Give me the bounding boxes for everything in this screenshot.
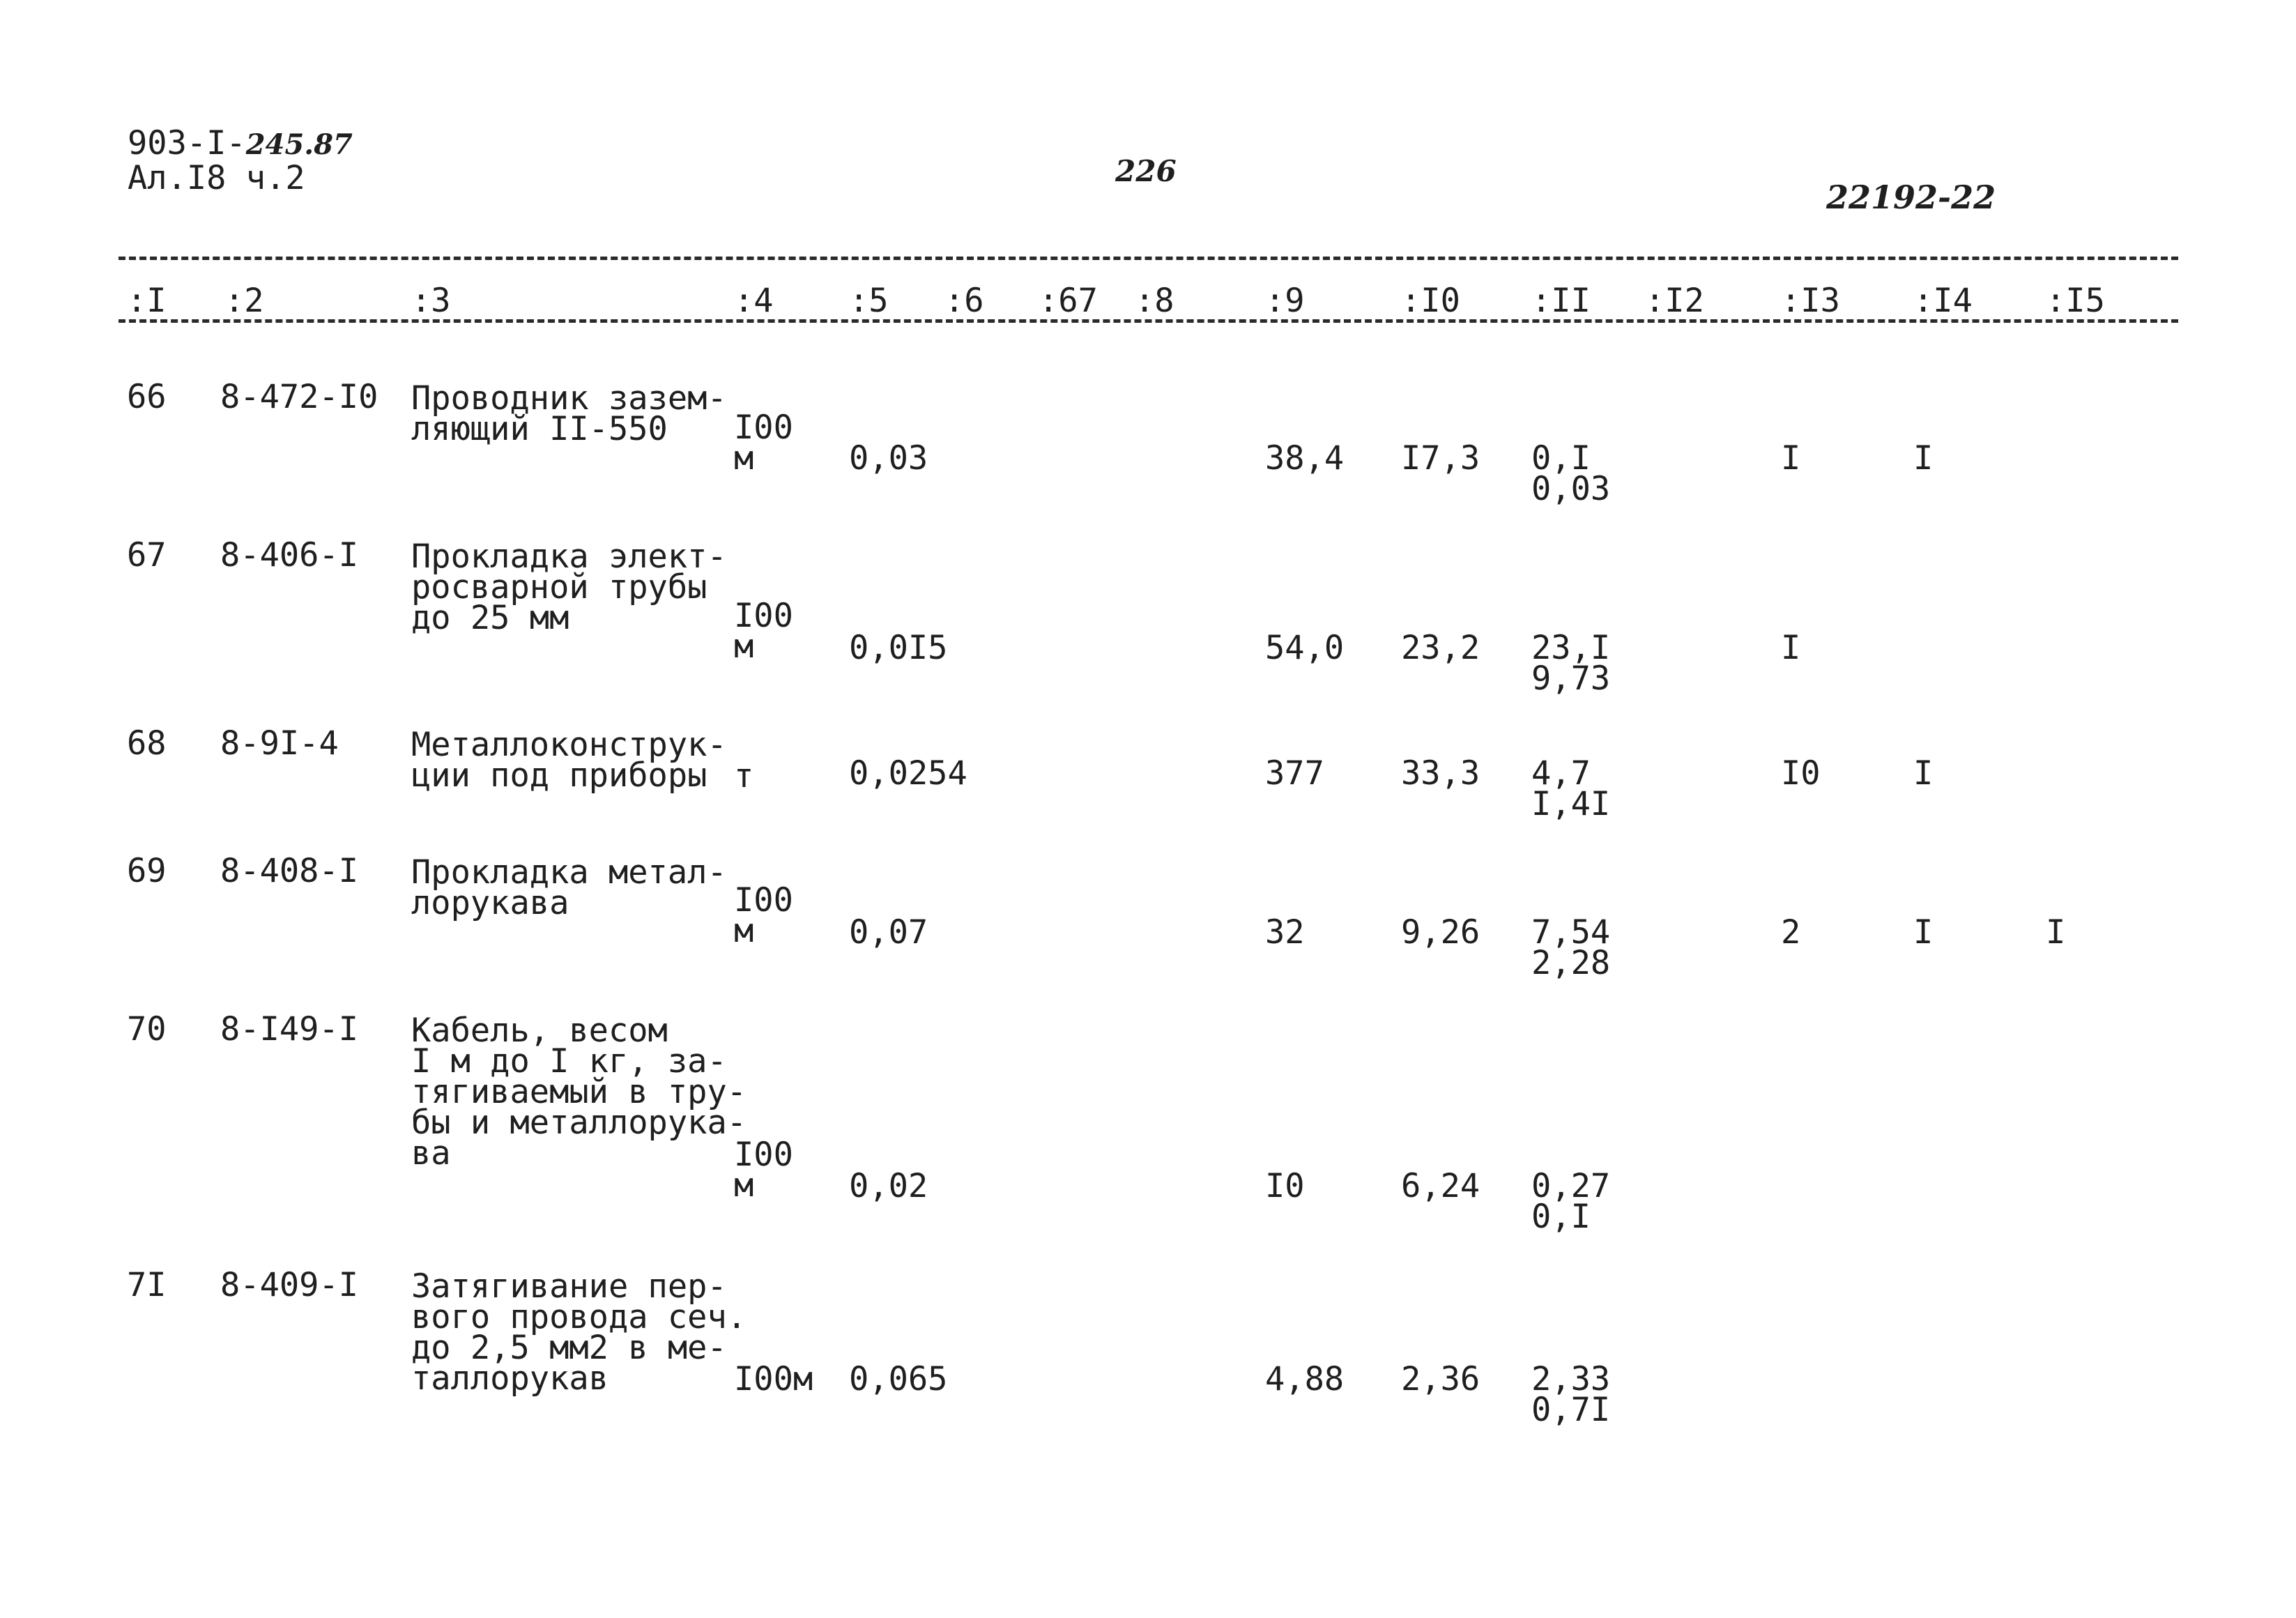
value-col-10: 6,24	[1401, 1167, 1480, 1205]
quantity: 0,065	[849, 1360, 948, 1398]
header-underline	[118, 319, 2178, 323]
quantity: 0,03	[849, 439, 928, 478]
norm-code: 8-409-I	[220, 1266, 359, 1304]
row-number: 68	[127, 724, 167, 763]
album-label: Ал.I8 ч.2	[128, 159, 305, 197]
value-col-9: 377	[1265, 754, 1324, 793]
row-number: 67	[127, 536, 167, 574]
value-col-11: 23,I 9,73	[1531, 629, 1611, 698]
norm-code: 8-I49-I	[220, 1010, 359, 1048]
top-rule	[118, 257, 2178, 260]
value-col-10: I7,3	[1401, 439, 1480, 478]
work-description: Проводник зазем- ляющий II-550	[411, 379, 727, 448]
value-col-9: 32	[1265, 913, 1305, 952]
norm-code: 8-406-I	[220, 536, 359, 574]
value-col-11: 2,33 0,7I	[1531, 1360, 1611, 1429]
norm-code: 8-9I-4	[220, 724, 339, 763]
row-number: 69	[127, 852, 167, 890]
value-col-9: 54,0	[1265, 629, 1345, 667]
quantity: 0,0254	[849, 754, 967, 793]
page-number: 226	[1115, 154, 1177, 188]
norm-code: 8-472-I0	[220, 378, 378, 416]
work-description: Кабель, весом I м до I кг, за- тягиваемый в тру- бы и металлорука- ва	[411, 1012, 747, 1173]
value-col-14: I	[1913, 754, 1934, 793]
work-description: Затягивание пер- вого провода сеч. до 2,5 мм2 в ме- таллорукав	[411, 1267, 747, 1398]
value-col-10: 2,36	[1401, 1360, 1480, 1398]
value-col-9: 4,88	[1265, 1360, 1345, 1398]
col-header-4: :4	[734, 282, 774, 320]
work-description: Прокладка метал- лорукава	[411, 853, 727, 922]
value-col-11: 4,7 I,4I	[1531, 754, 1611, 823]
unit: I00 м	[734, 881, 793, 950]
value-col-11: 7,54 2,28	[1531, 913, 1611, 982]
value-col-14: I	[1913, 439, 1934, 478]
registration-number: 22192-22	[1826, 178, 1996, 216]
value-col-13: 2	[1781, 913, 1801, 952]
col-header-3: :3	[411, 282, 451, 320]
unit: т	[734, 757, 754, 795]
col-header-9: :9	[1265, 282, 1305, 320]
col-header-15: :I5	[2046, 282, 2105, 320]
value-col-9: I0	[1265, 1167, 1305, 1205]
row-number: 7I	[127, 1266, 167, 1304]
value-col-11: 0,27 0,I	[1531, 1167, 1611, 1236]
col-header-7: :67	[1039, 282, 1098, 320]
value-col-9: 38,4	[1265, 439, 1345, 478]
unit: I00м	[734, 1360, 813, 1398]
col-header-8: :8	[1135, 282, 1174, 320]
col-header-1: :I	[127, 282, 167, 320]
col-header-11: :II	[1531, 282, 1591, 320]
value-col-10: 33,3	[1401, 754, 1480, 793]
document-code	[128, 124, 353, 162]
col-header-12: :I2	[1645, 282, 1704, 320]
col-header-14: :I4	[1913, 282, 1973, 320]
col-header-13: :I3	[1781, 282, 1840, 320]
col-header-5: :5	[849, 282, 889, 320]
col-header-2: :2	[224, 282, 264, 320]
norm-code: 8-408-I	[220, 852, 359, 890]
value-col-14: I	[1913, 913, 1934, 952]
unit: I00 м	[734, 409, 793, 478]
quantity: 0,07	[849, 913, 928, 952]
row-number: 70	[127, 1010, 167, 1048]
value-col-10: 23,2	[1401, 629, 1480, 667]
col-header-10: :I0	[1401, 282, 1460, 320]
quantity: 0,02	[849, 1167, 928, 1205]
document-code-prefix: 903-I-	[128, 124, 246, 162]
unit: I00 м	[734, 597, 793, 666]
work-description: Прокладка элект- росварной трубы до 25 мм	[411, 537, 727, 637]
document-code-handwritten: 245.87	[245, 128, 353, 161]
unit: I00 м	[734, 1136, 793, 1205]
value-col-13: I	[1781, 629, 1801, 667]
col-header-6: :6	[944, 282, 984, 320]
value-col-10: 9,26	[1401, 913, 1480, 952]
value-col-11: 0,I 0,03	[1531, 439, 1611, 508]
work-description: Металлоконструк- ции под приборы	[411, 726, 727, 795]
quantity: 0,0I5	[849, 629, 948, 667]
value-col-15: I	[2046, 913, 2066, 952]
value-col-13: I	[1781, 439, 1801, 478]
value-col-13: I0	[1781, 754, 1821, 793]
row-number: 66	[127, 378, 167, 416]
